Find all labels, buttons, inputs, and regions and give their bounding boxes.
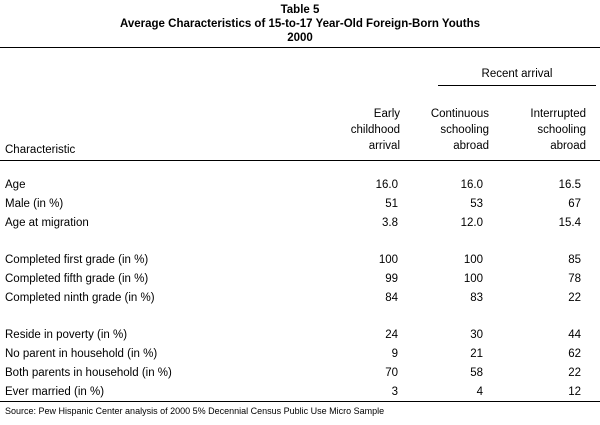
row-label: Completed first grade (in %)	[5, 254, 149, 266]
table-row	[0, 348, 600, 366]
column-header-early-childhood	[300, 106, 400, 154]
table-row	[0, 273, 600, 291]
table-row	[0, 329, 600, 347]
table-cell: 100	[463, 254, 483, 266]
table-cell: 16.0	[375, 179, 398, 191]
table-cell: 30	[470, 329, 483, 341]
top-rule	[0, 47, 600, 48]
table-cell: 78	[568, 273, 581, 285]
table-cell: 16.0	[460, 179, 483, 191]
table-cell: 99	[385, 273, 398, 285]
column-header-line: childhood	[350, 124, 400, 136]
bottom-rule	[0, 401, 600, 402]
table-row	[0, 198, 600, 216]
row-label: Both parents in household (in %)	[5, 367, 172, 379]
row-label: Reside in poverty (in %)	[5, 329, 128, 341]
column-header-line: arrival	[368, 140, 400, 152]
row-label: Age	[5, 179, 26, 191]
column-header-line: Early	[373, 108, 400, 120]
table-cell: 70	[385, 367, 398, 379]
table-row	[0, 217, 600, 235]
table-number: Table 5	[280, 4, 320, 16]
table-cell: 3.8	[382, 217, 398, 229]
table-cell: 100	[463, 273, 483, 285]
column-header-line: abroad	[550, 140, 586, 152]
column-header-line: Interrupted	[530, 108, 586, 120]
table-cell: 84	[385, 292, 398, 304]
row-label: Completed fifth grade (in %)	[5, 273, 149, 285]
table-cell: 51	[385, 198, 398, 210]
table-row	[0, 292, 600, 310]
table-cell: 83	[470, 292, 483, 304]
row-label: Completed ninth grade (in %)	[5, 292, 155, 304]
row-label: Ever married (in %)	[5, 386, 105, 398]
table-cell: 24	[385, 329, 398, 341]
table-row	[0, 179, 600, 197]
table-title: Average Characteristics of 15-to-17 Year-Old Foreign-Born Youths	[119, 18, 480, 30]
table-cell: 21	[470, 348, 483, 360]
column-header-continuous-schooling	[400, 106, 489, 154]
table-year: 2000	[287, 32, 313, 44]
table-cell: 53	[470, 198, 483, 210]
table-cell: 67	[568, 198, 581, 210]
table-row	[0, 367, 600, 385]
column-header-line: schooling	[440, 124, 489, 136]
recent-arrival-underline	[438, 85, 596, 86]
row-label: Age at migration	[5, 217, 89, 229]
table-cell: 100	[378, 254, 398, 266]
table-cell: 16.5	[558, 179, 581, 191]
row-label: No parent in household (in %)	[5, 348, 158, 360]
table-cell: 85	[568, 254, 581, 266]
recent-arrival-group-label: Recent arrival	[481, 68, 553, 80]
column-header-line: schooling	[537, 124, 586, 136]
table-row	[0, 254, 600, 272]
header-rule	[0, 160, 600, 161]
table-cell: 44	[568, 329, 581, 341]
column-header-interrupted-schooling	[490, 106, 586, 154]
table-cell: 62	[568, 348, 581, 360]
table-cell: 12	[568, 386, 581, 398]
row-label: Male (in %)	[5, 198, 64, 210]
table-cell: 4	[476, 386, 483, 398]
table-cell: 9	[391, 348, 398, 360]
column-header-line: abroad	[453, 140, 489, 152]
characteristic-column-header: Characteristic	[5, 144, 76, 156]
table-cell: 3	[391, 386, 398, 398]
table-cell: 22	[568, 367, 581, 379]
source-note: Source: Pew Hispanic Center analysis of 2000 5% Decennial Census Public Use Micro Sample	[5, 406, 385, 416]
table-cell: 12.0	[460, 217, 483, 229]
column-header-line: Continuous	[430, 108, 489, 120]
table-cell: 22	[568, 292, 581, 304]
table-cell: 58	[470, 367, 483, 379]
table-cell: 15.4	[558, 217, 581, 229]
